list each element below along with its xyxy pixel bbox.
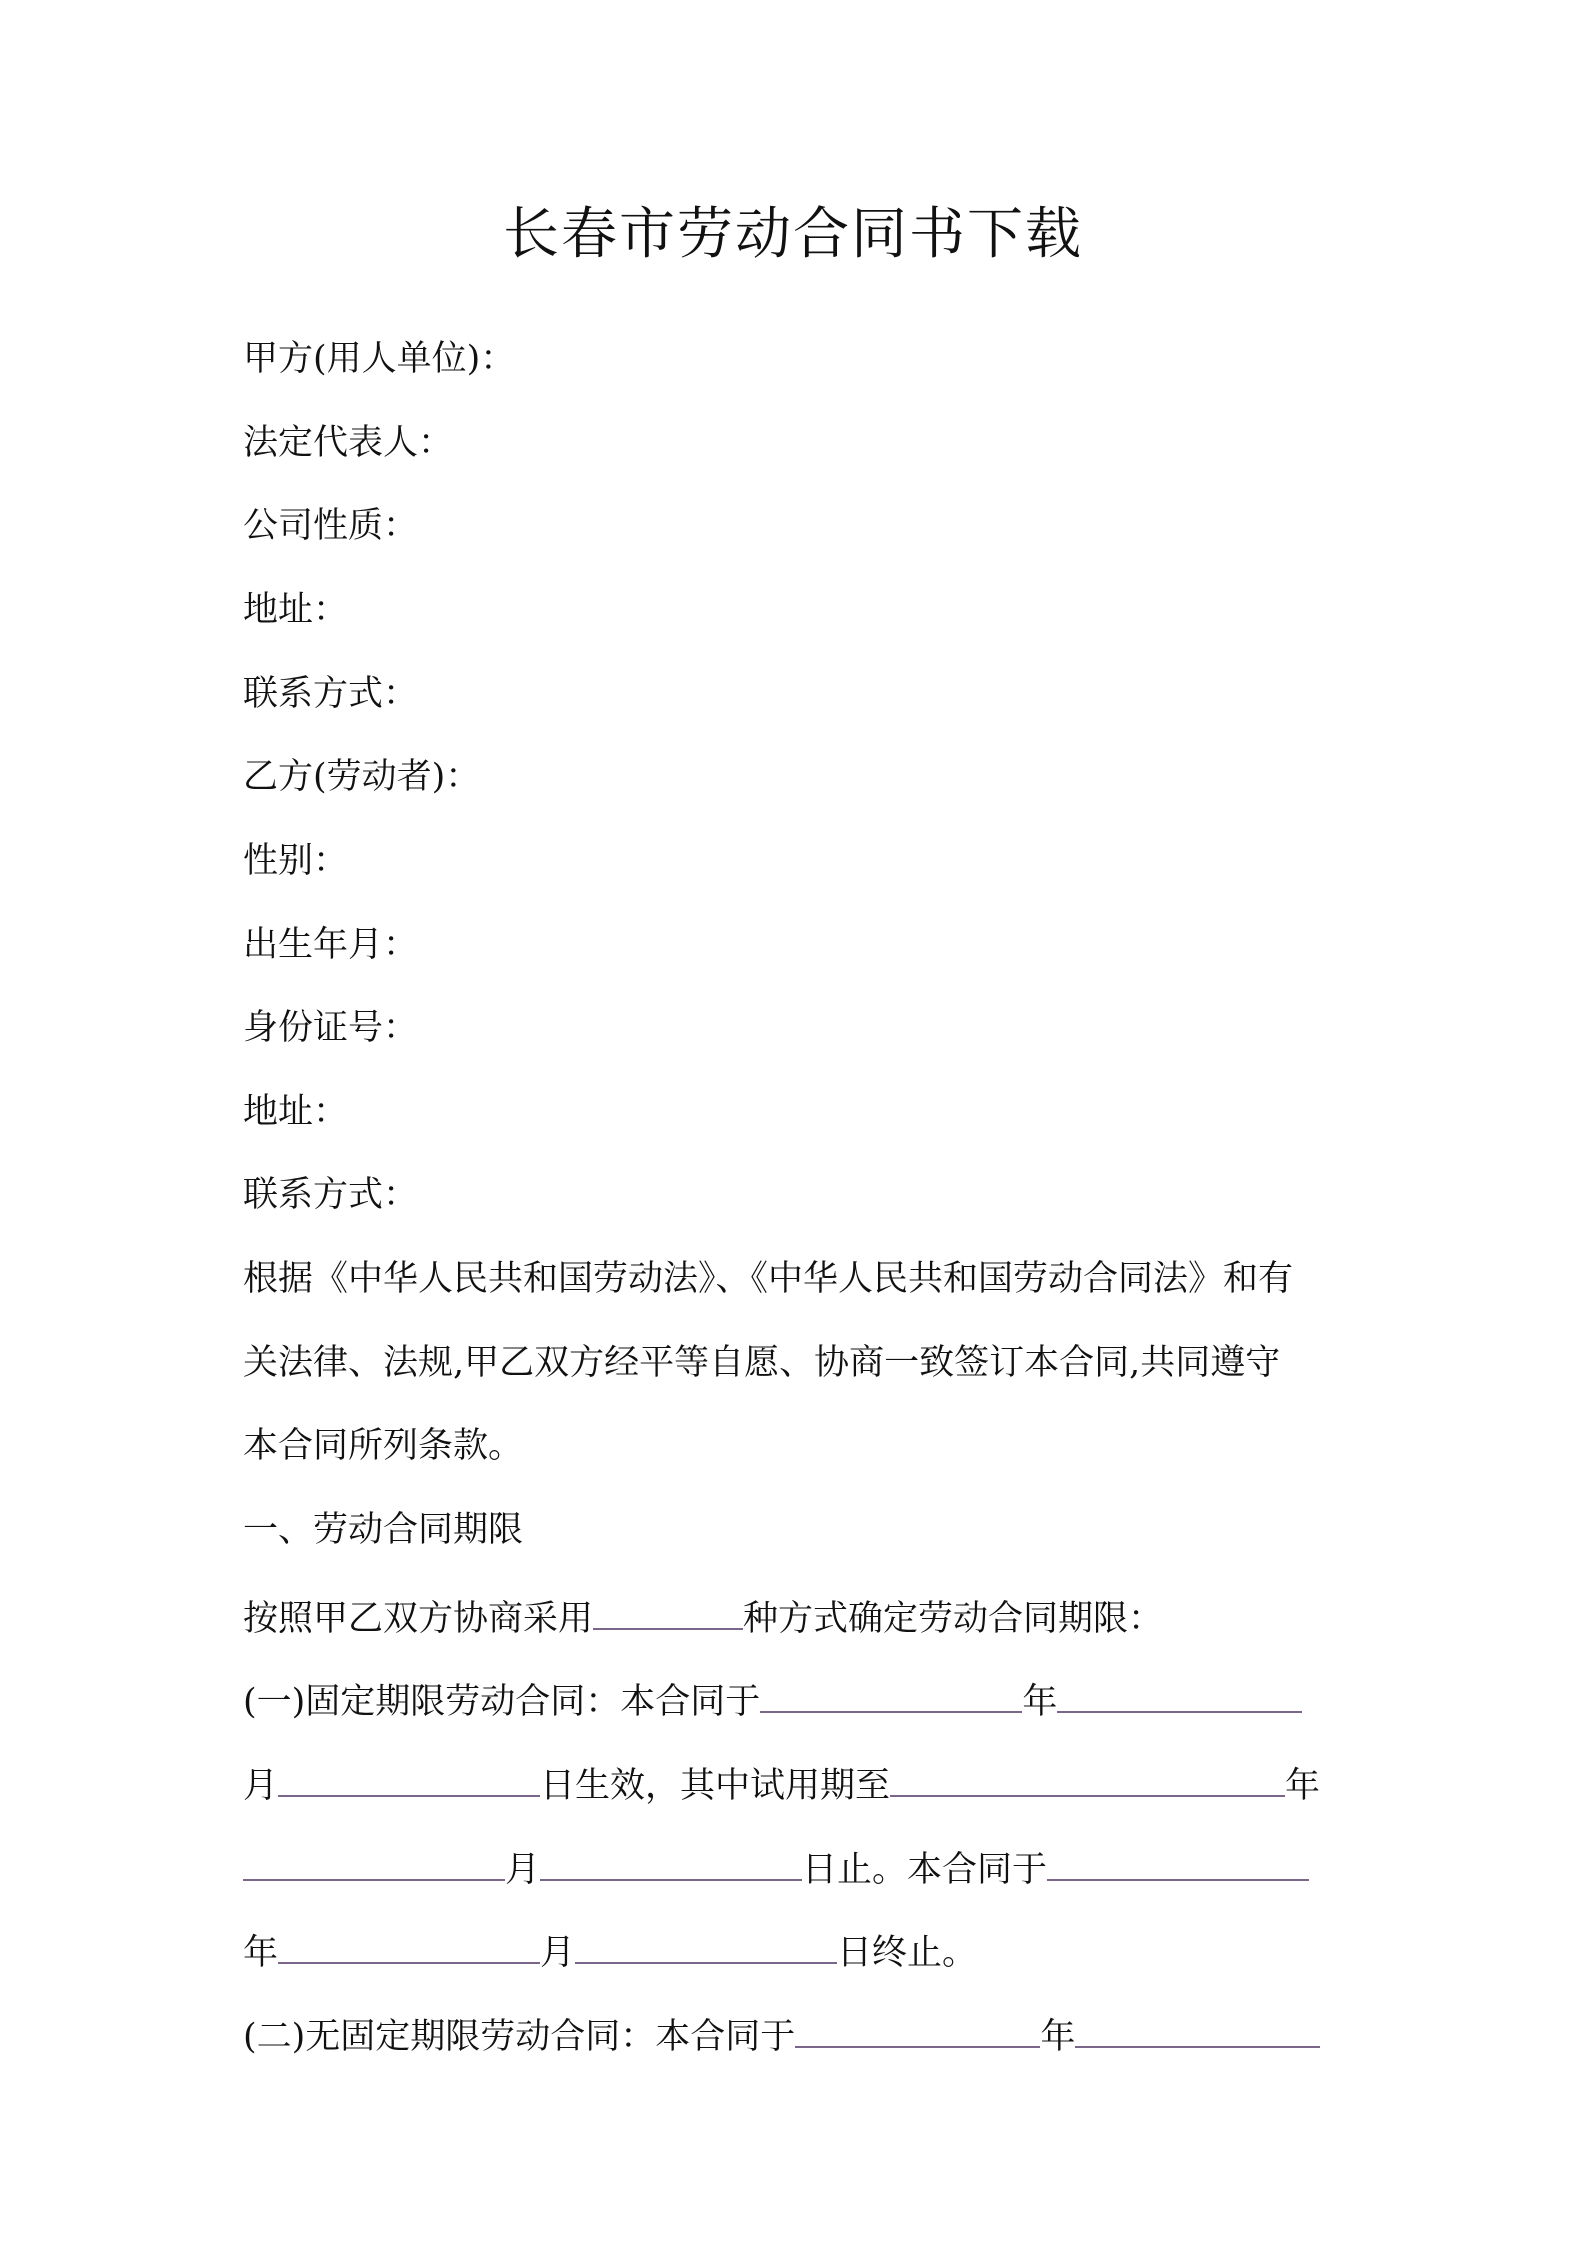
start-day-blank[interactable]	[278, 1759, 540, 1797]
term-method-text-a: 按照甲乙双方协商采用	[243, 1599, 594, 1639]
party-b-label: 乙方(劳动者)：	[243, 757, 481, 797]
open-term-line-1	[243, 2010, 1320, 2059]
gender-label: 性别：	[243, 841, 349, 881]
fixed-term-line-2	[243, 1759, 1320, 1808]
end-month-blank[interactable]	[278, 1926, 540, 1964]
fixed-term-line-4	[243, 1926, 977, 1975]
month-text: 月	[243, 1766, 279, 1806]
start-month-blank[interactable]	[1057, 1675, 1302, 1713]
party-b-address-label: 地址：	[243, 1092, 349, 1132]
open-start-year-blank[interactable]	[795, 2010, 1040, 2048]
term-method-line	[243, 1592, 1163, 1641]
term-method-blank[interactable]	[593, 1592, 743, 1630]
party-a-address-label: 地址：	[243, 590, 349, 630]
year-text: 年	[1285, 1766, 1321, 1806]
birth-date-label: 出生年月：	[243, 925, 419, 965]
probation-end-text: 日止。本合同于	[802, 1850, 1048, 1890]
preamble-line-2: 关法律、法规,甲乙双方经平等自愿、协商一致签订本合同,共同遵守	[243, 1343, 1281, 1383]
effective-probation-text: 日生效，其中试用期至	[540, 1766, 891, 1806]
fixed-term-line-3	[243, 1843, 1309, 1892]
fixed-term-intro: (一)固定期限劳动合同：本合同于	[243, 1682, 761, 1722]
termination-text: 日终止。	[837, 1933, 978, 1973]
probation-day-blank[interactable]	[540, 1843, 802, 1881]
start-year-blank[interactable]	[760, 1675, 1022, 1713]
fixed-term-line-1	[243, 1675, 1302, 1724]
company-type-label: 公司性质：	[243, 506, 419, 546]
legal-representative-label: 法定代表人：	[243, 423, 454, 463]
preamble-line-3: 本合同所列条款。	[243, 1426, 524, 1466]
term-method-text-b: 种方式确定劳动合同期限：	[743, 1599, 1164, 1639]
party-b-contact-label: 联系方式：	[243, 1175, 419, 1215]
year-text: 年	[1022, 1682, 1058, 1722]
probation-year-blank[interactable]	[890, 1759, 1285, 1797]
month-text: 月	[505, 1850, 541, 1890]
section-1-heading: 一、劳动合同期限	[243, 1510, 524, 1550]
preamble-line-1: 根据《中华人民共和国劳动法》、《中华人民共和国劳动合同法》和有	[243, 1259, 1294, 1299]
probation-month-blank[interactable]	[243, 1843, 505, 1881]
document-title: 长春市劳动合同书下载	[503, 202, 1083, 267]
end-year-blank[interactable]	[1047, 1843, 1309, 1881]
open-start-month-blank[interactable]	[1075, 2010, 1320, 2048]
open-term-intro: (二)无固定期限劳动合同：本合同于	[243, 2017, 796, 2057]
party-a-contact-label: 联系方式：	[243, 674, 419, 714]
end-day-blank[interactable]	[575, 1926, 837, 1964]
id-number-label: 身份证号：	[243, 1008, 419, 1048]
year-text: 年	[243, 1933, 279, 1973]
party-a-label: 甲方(用人单位)：	[243, 339, 516, 379]
month-text: 月	[540, 1933, 576, 1973]
year-text: 年	[1040, 2017, 1076, 2057]
